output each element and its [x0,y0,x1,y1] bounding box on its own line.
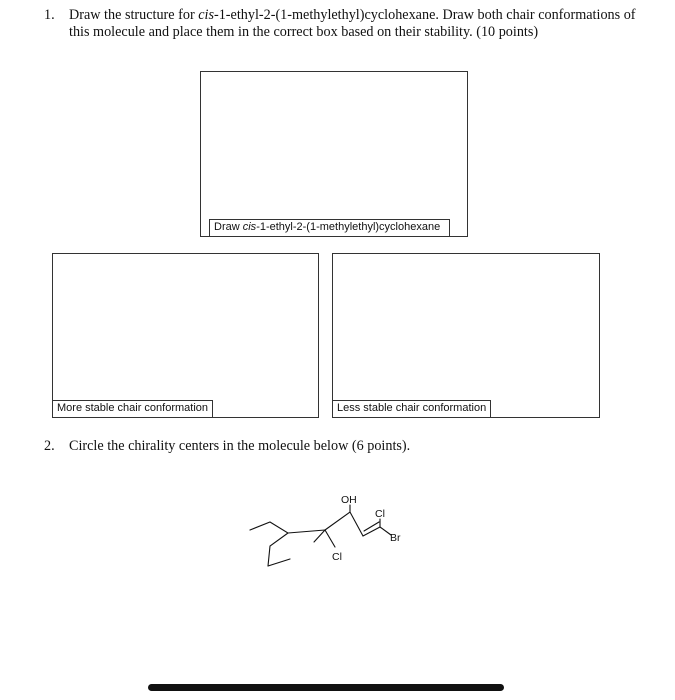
molecule-oh-label: OH [341,494,357,506]
molecule-cl-bottom-label: Cl [332,551,342,563]
question-1-text-before: Draw the structure for [69,7,199,23]
molecule-cl-top-label: Cl [375,508,385,520]
draw-structure-label-prefix: Draw [214,221,243,233]
molecule-c-cl-bond [325,530,335,547]
molecule-backbone-2 [325,512,380,536]
molecule-double-bond [364,522,379,531]
molecule-structure [240,490,420,580]
less-stable-label: Less stable chair conformation [333,400,491,417]
draw-structure-box[interactable] [200,71,468,237]
molecule-backbone-1 [288,530,325,533]
question-2 [44,438,644,455]
draw-structure-label-suffix: -1-ethyl-2-(1-methylethyl)cyclohexane [256,221,441,233]
question-1 [44,7,644,40]
question-1-text-after: -1-ethyl-2-(1-methylethyl)cyclohexane. Draw both chair conformations of this molecule and place them in the correct box based on their stability. (10 points) [69,7,636,40]
question-2-text: Circle the chirality centers in the molecule below (6 points). [69,438,411,454]
question-2-number: 2. [44,438,55,454]
more-stable-box[interactable] [52,253,319,418]
draw-structure-label-italic: cis [242,221,257,233]
less-stable-box[interactable] [332,253,600,418]
draw-structure-label [209,219,450,236]
molecule-left-chains [250,522,288,566]
question-1-number: 1. [44,7,55,23]
more-stable-label: More stable chair conformation [53,400,213,417]
molecule-br-label: Br [390,532,401,544]
question-1-text [69,7,644,40]
molecule-methyl [314,530,325,542]
question-1-italic: cis [198,7,214,23]
home-indicator-bar[interactable] [148,684,504,691]
molecule-lower-ethyl [268,559,290,566]
